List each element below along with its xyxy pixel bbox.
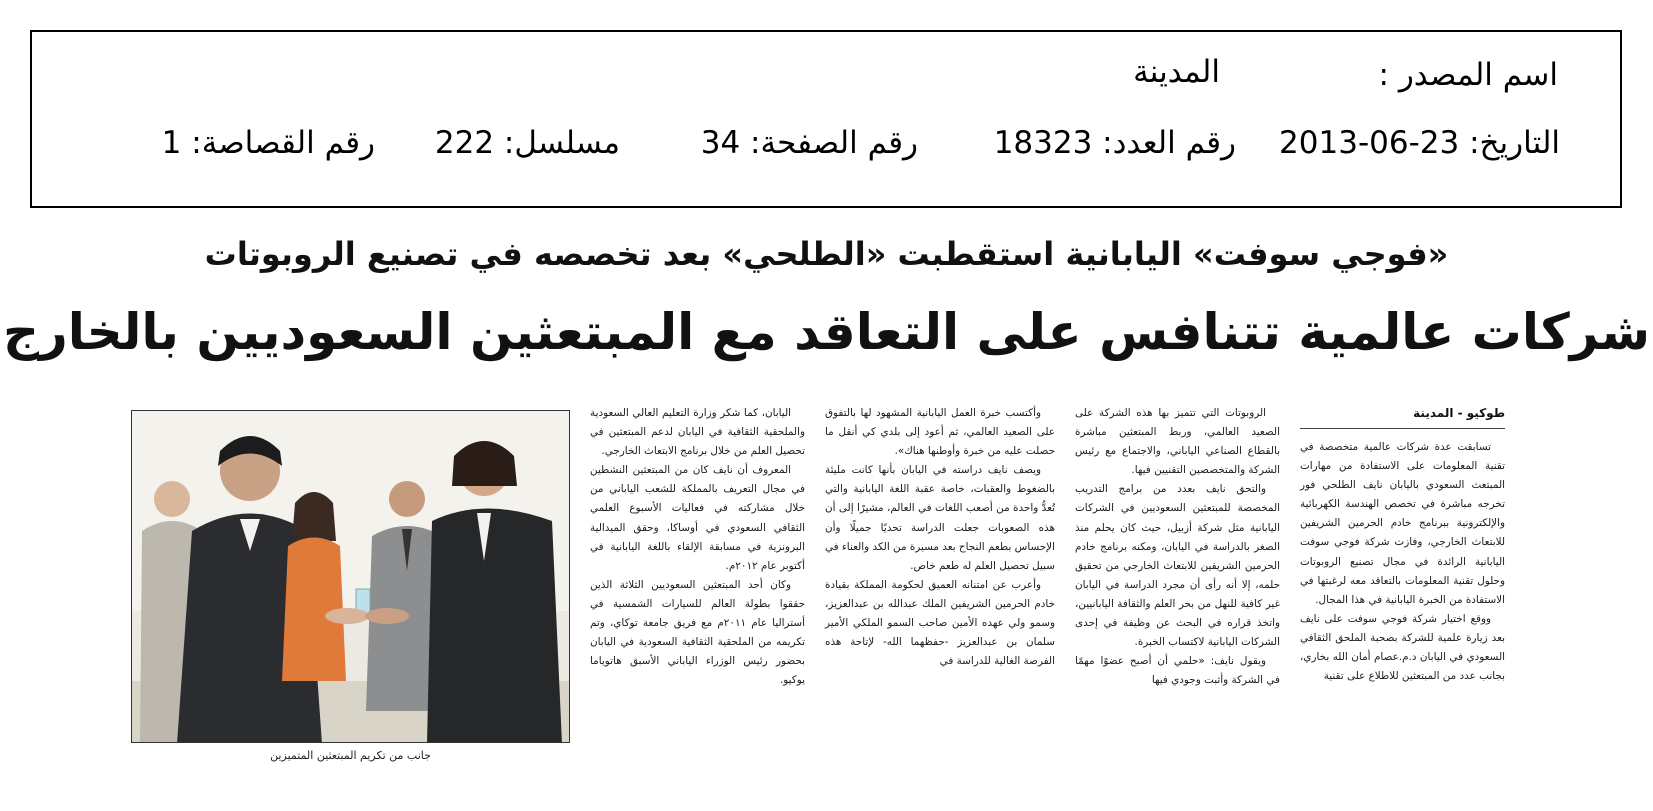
source-value: المدينة xyxy=(1133,54,1220,90)
paragraph: المعروف أن نايف كان من المبتعثين النشطين في مجال التعريف بالمملكة للشعب الياباني من خلال مشاركته في فعاليات الأسبوع العلمي الثقافي السعودي في أوساكا، وحقق الميدالية البرونزية في مسابقة الإلقاء باللغة اليابانية في أكتوبر عام ٢٠١٢م. xyxy=(590,464,805,572)
paragraph: وأكتسب خبرة العمل اليابانية المشهود لها بالتفوق على الصعيد العالمي، ثم أعود إلى بلدي كي أنقل ما حصلت عليه من خبرة وأوطنها هناك». xyxy=(825,407,1055,458)
paragraph: اليابان، كما شكر وزارة التعليم العالي السعودية والملحقية الثقافية في اليابان لدعم المبتعثين في تحصيل العلم من خلال برنامج الابتعاث الخارجي. xyxy=(590,407,805,458)
date-field: التاريخ: 23-06-2013 xyxy=(1279,125,1560,161)
paragraph: والتحق نايف بعدد من برامج التدريب المخصصة للمبتعثين السعوديين في الشركات اليابانية مثل شركة أزبيل، حيث كان يحلم منذ الصغر بالدراسة في اليابان، ومكنه برنامج خادم الحرمين الشريفين للابتعاث الخارجي من تحقيق حلمه، إلا أنه رأى أن مجرد الدراسة في اليابان غير كافية للنهل من بحر العلم والثقافة اليابانيين، واتخذ قراره في البحث عن وظيفة في إحدى الشركات اليابانية لاكتساب الخبرة. xyxy=(1075,483,1280,649)
article-column-1 xyxy=(1300,438,1505,686)
paragraph: وأعرب عن امتنانه العميق لحكومة المملكة بقيادة خادم الحرمين الشريفين الملك عبدالله بن عبدالعزيز، وسمو ولي عهده الأمين صاحب السمو الملكي الأمير سلمان بن عبدالعزيز -حفظهما الله- لإتاحة هذه الفرصة الغالية للدراسة في xyxy=(825,578,1055,668)
paragraph: ووقع اختيار شركة فوجي سوفت على نايف بعد زيارة علمية للشركة بصحبة الملحق الثقافي السعودي في اليابان د.م.عصام أمان الله بخاري، بجانب عدد من المبتعثين للاطلاع على تقنية xyxy=(1300,612,1505,683)
serial-number: مسلسل: 222 xyxy=(434,125,620,161)
article-byline: طوكيو - المدينة xyxy=(1413,406,1505,420)
paragraph: وكان أحد المبتعثين السعوديين الثلاثة الذين حققوا بطولة العالم للسيارات الشمسية في أستراليا عام ٢٠١١م مع فريق جامعة توكاي، وتم تكريمه من الملحقية الثقافية السعودية في اليابان بحضور رئيس الوزراء الياباني الأسبق هاتوياما يوكيو. xyxy=(590,578,805,687)
paragraph: الروبوتات التي تتميز بها هذه الشركة على الصعيد العالمي، وربط المبتعثين مباشرة بالقطاع الصناعي الياباني، والاجتماع مع رئيس الشركة والمتخصصين التقنيين فيها. xyxy=(1075,407,1280,477)
byline-divider xyxy=(1300,428,1505,429)
article-column-3 xyxy=(825,404,1055,671)
source-label: اسم المصدر : xyxy=(1378,57,1558,93)
article-headline: شركات عالمية تتنافس على التعاقد مع المبتعثين السعوديين بالخارج xyxy=(2,303,1651,361)
page-number: رقم الصفحة: 34 xyxy=(700,125,918,161)
article-kicker: «فوجي سوفت» اليابانية استقطبت «الطلحي» بعد تخصصه في تصنيع الروبوتات xyxy=(204,235,1449,273)
paragraph: ويصف نايف دراسته في اليابان بأنها كانت مليئة بالضغوط والعقبات، خاصة عقبة اللغة اليابانية والتي تُعدُّ واحدة من أصعب اللغات في العالم، مشيرًا إلى أن هذه الصعوبات جعلت الدراسة تحديًا جميلًا وأن الإحساس بطعم النجاح بعد مسيرة من الكد والعناء في سبيل تحصيل العلم له طعم خاص. xyxy=(824,464,1055,572)
article-column-4 xyxy=(590,404,805,690)
paragraph: تسابقت عدة شركات عالمية متخصصة في تقنية المعلومات على الاستفادة من مهارات المبتعث السعودي باليابان نايف الطلحي فور تخرجه مباشرة في تخصص الهندسة الكهربائية والإلكترونية ببرنامج خادم الحرمين الشريفين للابتعاث الخارجي، وفازت شركة فوجي سوفت اليابانية الرائدة في مجال تصنيع الروبوتات وحلول تقنية المعلومات بالتعاقد معه لرغبتها في الاستفادة من الخبرة اليابانية في هذا المجال. xyxy=(1300,441,1505,606)
source-info-box xyxy=(30,30,1622,208)
article-column-2 xyxy=(1075,404,1280,690)
photo-caption: جانب من تكريم المبتعثين المتميزين xyxy=(270,749,431,762)
issue-number: رقم العدد: 18323 xyxy=(993,125,1236,161)
clip-number: رقم القصاصة: 1 xyxy=(161,125,375,161)
photo-illustration xyxy=(132,411,570,743)
award-ceremony-photo xyxy=(131,410,570,743)
paragraph: ويقول نايف: «حلمي أن أصبح عضوًا مهمًا في الشركة وأثبت وجودي فيها xyxy=(1075,655,1280,687)
